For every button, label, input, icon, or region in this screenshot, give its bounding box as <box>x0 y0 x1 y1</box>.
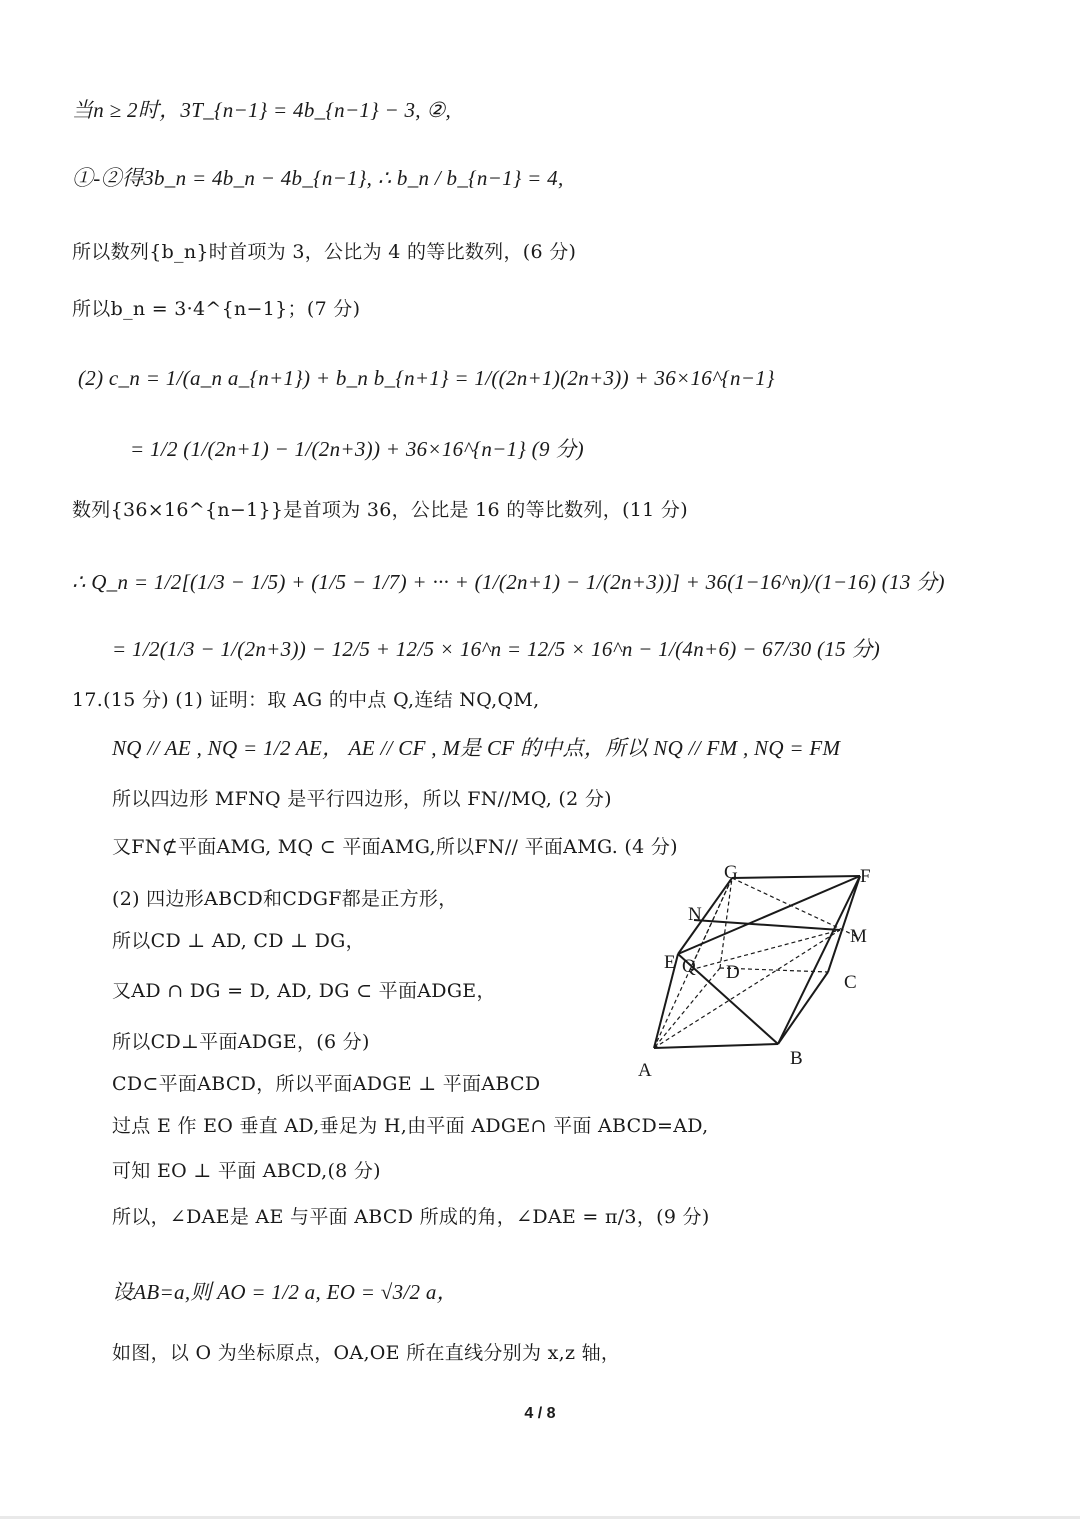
text-line-5: (2) c_n = 1/(a_n a_{n+1}) + b_n b_{n+1} = 1/((2n+1)(2n+3)) + 36×16^{n−1} <box>78 366 775 390</box>
text-line-7: 数列{36×16^{n−1}}是首项为 36，公比是 16 的等比数列，(11 分) <box>72 499 688 521</box>
text-line-22: 设AB=a,则 AO = 1/2 a, EO = √3/2 a， <box>112 1280 458 1304</box>
label-d: D <box>726 962 740 983</box>
label-f: F <box>860 866 871 887</box>
label-n: N <box>688 904 702 925</box>
text-line-6: = 1/2 (1/(2n+1) − 1/(2n+3)) + 36×16^{n−1} (9 分) <box>130 437 584 461</box>
text-line-19: 过点 E 作 EO 垂直 AD,垂足为 H,由平面 ADGE∩ 平面 ABCD=AD, <box>112 1115 709 1137</box>
text-line-1: 当n ≥ 2时，3T_{n−1} = 4b_{n−1} − 3, ②, <box>72 98 452 122</box>
label-q: Q <box>682 956 696 977</box>
text-line-20: 可知 EO ⊥ 平面 ABCD,(8 分) <box>112 1160 381 1182</box>
geometry-figure <box>630 860 890 1085</box>
text-line-13: 又FN⊄平面AMG, MQ ⊂ 平面AMG,所以FN// 平面AMG. (4 分) <box>112 836 678 858</box>
text-line-23: 如图，以 O 为坐标原点，OA,OE 所在直线分别为 x,z 轴， <box>112 1342 621 1364</box>
text-line-8: ∴ Q_n = 1/2[(1/3 − 1/5) + (1/5 − 1/7) + ··· + (1/(2n+1) − 1/(2n+3))] + 36(1−16^n)/(1−16) (13 分) <box>72 570 945 594</box>
bottom-divider <box>0 1516 1080 1519</box>
text-line-15: 所以CD ⊥ AD, CD ⊥ DG， <box>112 930 365 952</box>
text-line-18: CD⊂平面ABCD，所以平面ADGE ⊥ 平面ABCD <box>112 1073 541 1095</box>
text-line-10: 17.(15 分) (1) 证明：取 AG 的中点 Q,连结 NQ,QM, <box>72 689 540 711</box>
text-line-3: 所以数列{b_n}时首项为 3，公比为 4 的等比数列，(6 分) <box>72 241 577 263</box>
text-line-14: (2) 四边形ABCD和CDGF都是正方形， <box>112 888 458 910</box>
label-a: A <box>638 1060 652 1081</box>
text-line-2: ①-②得3b_n = 4b_n − 4b_{n−1}, ∴ b_n / b_{n−1} = 4, <box>72 166 564 190</box>
text-line-11: NQ // AE , NQ = 1/2 AE， AE // CF , M是 CF 的中点，所以 NQ // FM , NQ = FM <box>112 736 841 760</box>
text-line-9: = 1/2(1/3 − 1/(2n+3)) − 12/5 + 12/5 × 16^n = 12/5 × 16^n − 1/(4n+6) − 67/30 (15 分) <box>112 637 881 661</box>
text-line-16: 又AD ∩ DG = D, AD, DG ⊂ 平面ADGE， <box>112 980 496 1002</box>
label-m: M <box>850 926 867 947</box>
label-g: G <box>724 862 738 883</box>
text-line-12: 所以四边形 MFNQ 是平行四边形，所以 FN//MQ, (2 分) <box>112 788 612 810</box>
label-c: C <box>844 972 857 993</box>
page-number: 4 / 8 <box>524 1405 556 1422</box>
text-line-21: 所以，∠DAE是 AE 与平面 ABCD 所成的角，∠DAE = π/3，(9 分) <box>112 1206 710 1228</box>
text-line-17: 所以CD⊥平面ADGE，(6 分) <box>112 1031 370 1053</box>
text-line-4: 所以b_n = 3·4^{n−1}；(7 分) <box>72 298 361 320</box>
label-e: E <box>664 952 676 973</box>
label-b: B <box>790 1048 803 1069</box>
